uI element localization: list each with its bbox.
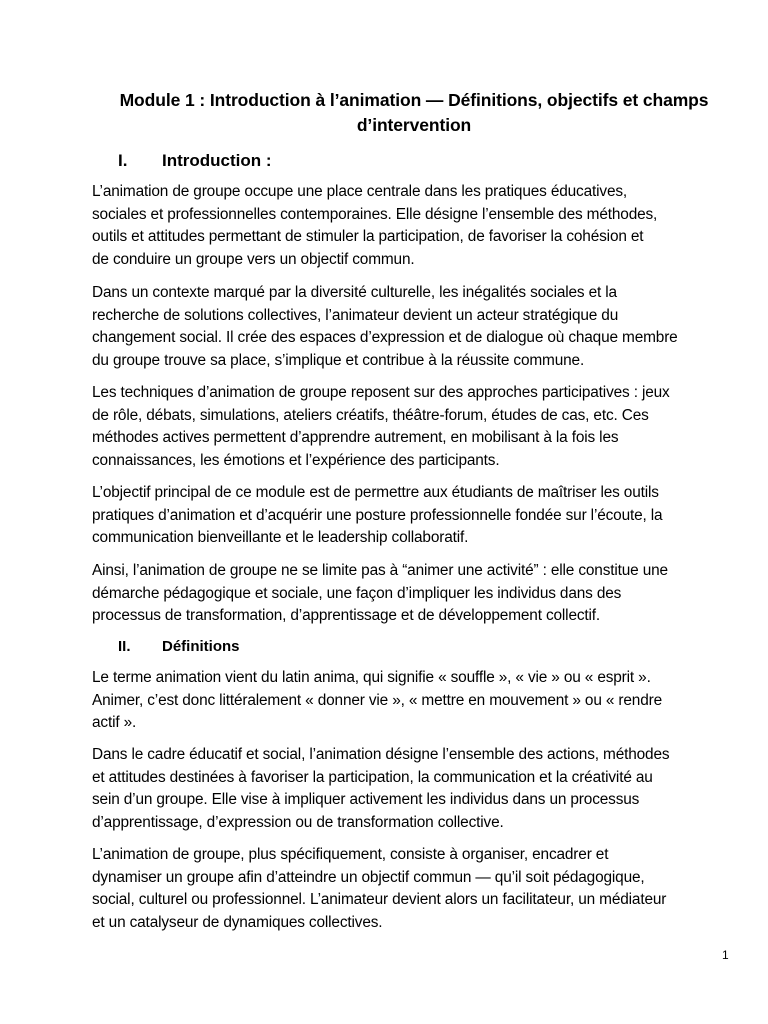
text-line: démarche pédagogique et sociale, une façon d’impliquer les individus dans des	[92, 584, 622, 602]
paragraph	[92, 181, 742, 271]
text-line: et attitudes destinées à favoriser la participation, la communication et la créativité au	[92, 768, 653, 786]
section-heading-definitions	[118, 636, 240, 658]
text-line: du groupe trouve sa place, s’implique et contribue à la réussite commune.	[92, 351, 585, 369]
text-line: de conduire un groupe vers un objectif commun.	[92, 250, 415, 268]
text-line: changement social. Il crée des espaces d’expression et de dialogue où chaque membre	[92, 329, 678, 346]
text-line: Animer, c’est donc littéralement « donner vie », « mettre en mouvement » ou « rendre	[92, 691, 662, 709]
text-line: sociales et professionnelles contemporaines. Elle désigne l’ensemble des méthodes,	[92, 205, 658, 223]
text-line: Dans le cadre éducatif et social, l’animation désigne l’ensemble des actions, méthodes	[92, 746, 670, 763]
section-title: Introduction :	[162, 151, 272, 170]
text-line: méthodes actives permettent d’apprendre autrement, en mobilisant à la fois les	[92, 429, 619, 446]
section-title: Définitions	[162, 638, 240, 655]
document-title-line: Module 1 : Introduction à l’animation — Définitions, objectifs et champs	[119, 90, 709, 110]
text-line: Ainsi, l’animation de groupe ne se limite pas à “animer une activité” : elle constitue une	[92, 562, 668, 579]
paragraph	[92, 482, 742, 550]
paragraph	[92, 667, 742, 735]
section-number: II.	[118, 638, 131, 655]
text-line: communication bienveillante et le leadership collaboratif.	[92, 529, 469, 546]
text-line: actif ».	[92, 714, 137, 731]
text-line: Les techniques d’animation de groupe reposent sur des approches participatives : jeux	[92, 384, 670, 401]
text-line: pratiques d’animation et d’acquérir une posture professionnelle fondée sur l’écoute, la	[92, 506, 663, 524]
text-line: L’animation de groupe, plus spécifiquement, consiste à organiser, encadrer et	[92, 846, 609, 863]
text-line: connaissances, les émotions et l’expérience des participants.	[92, 451, 500, 469]
paragraph	[92, 844, 742, 934]
paragraph	[92, 560, 742, 628]
text-line: processus de transformation, d’apprentissage et de développement collectif.	[92, 607, 601, 624]
document-title	[80, 88, 748, 138]
paragraph	[92, 382, 742, 472]
section-number: I.	[118, 151, 128, 170]
paragraph	[92, 744, 742, 834]
section-heading-introduction	[118, 150, 272, 172]
text-line: recherche de solutions collectives, l’animateur devient un acteur stratégique du	[92, 306, 619, 324]
text-line: de rôle, débats, simulations, ateliers créatifs, théâtre-forum, études de cas, etc. Ces	[92, 406, 649, 424]
text-line: L’objectif principal de ce module est de permettre aux étudiants de maîtriser les outils	[92, 484, 659, 501]
text-line: d’apprentissage, d’expression ou de transformation collective.	[92, 813, 504, 831]
paragraph	[92, 282, 742, 372]
text-line: sein d’un groupe. Elle vise à impliquer activement les individus dans un processus	[92, 791, 640, 808]
text-line: Dans un contexte marqué par la diversité culturelle, les inégalités sociales et la	[92, 284, 617, 301]
text-line: social, culturel ou professionnel. L’animateur devient alors un facilitateur, un médiateur	[92, 891, 667, 908]
text-line: et un catalyseur de dynamiques collectives.	[92, 913, 383, 931]
document-title-line: d’intervention	[356, 115, 472, 135]
page-number: 1	[722, 948, 729, 962]
text-line: Le terme animation vient du latin anima, qui signifie « souffle », « vie » ou « esprit ».	[92, 669, 651, 686]
text-line: L’animation de groupe occupe une place centrale dans les pratiques éducatives,	[92, 183, 628, 200]
text-line: outils et attitudes permettant de stimuler la participation, de favoriser la cohésion et	[92, 228, 644, 245]
text-line: dynamiser un groupe afin d’atteindre un objectif commun — qu’il soit pédagogique,	[92, 868, 645, 886]
